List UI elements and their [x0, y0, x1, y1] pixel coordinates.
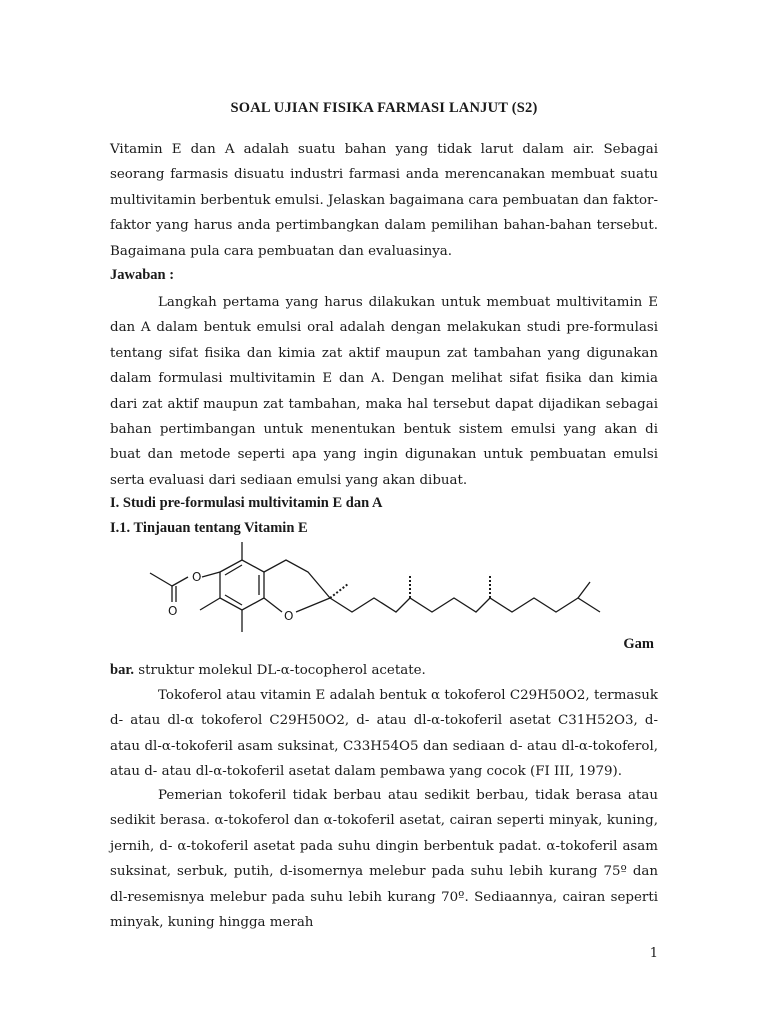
bond	[578, 582, 590, 598]
benzene-ring	[220, 560, 264, 610]
bond	[296, 598, 330, 612]
bond	[200, 598, 220, 610]
pyran-ring	[264, 560, 330, 598]
figure-caption-bold: bar.	[110, 662, 135, 678]
tocopherol-acetate-structure	[148, 540, 618, 640]
bond	[172, 577, 188, 586]
bond	[225, 595, 242, 605]
page-number: 1	[649, 946, 658, 961]
phytyl-side-chain	[330, 598, 600, 612]
bond	[225, 565, 242, 575]
figure-caption	[110, 658, 426, 683]
figure-caption-start: Gam	[623, 636, 654, 652]
question-paragraph: Vitamin E dan A adalah suatu bahan yang tidak larut dalam air. Sebagai seorang farmasis disuatu industri farmasi anda merencanakan membuat suatu multivitamin berbentuk emulsi. Jelaskan bagaimana cara pembuatan dan faktor-faktor yang harus anda pertimbangkan dalam pemilihan bahan-bahan tersebut. Bagaimana pula cara pembuatan dan evaluasinya.	[110, 142, 658, 259]
stereo-bond	[330, 584, 348, 598]
figure-caption-text: struktur molekul DL-α-tocopherol acetate.	[134, 663, 426, 678]
answer-label: Jawaban :	[110, 267, 175, 283]
tokoferol-paragraph: Tokoferol atau vitamin E adalah bentuk α tokoferol C29H50O2, termasuk d- atau dl-α tokoferol C29H50O2, d- atau dl-α-tokoferil asetat C31H52O3, d- atau dl-α-tokoferil asam suksinat, C33H54O5 dan sediaan d- atau dl-α-tokoferol, atau d- atau dl-α-tokoferil asetat dalam pembawa yang cocok (FI III, 1979).	[110, 688, 658, 780]
bond	[264, 598, 282, 612]
subsection-heading: I.1. Tinjauan tentang Vitamin E	[110, 520, 308, 536]
pemerian-paragraph: Pemerian tokoferil tidak berbau atau sedikit berbau, tidak berasa atau sedikit berasa. α-tokoferol dan α-tokoferil asetat, cairan seperti minyak, kuning, jernih, d- α-tokoferil asetat pada suhu dingin berbentuk padat. α-tokoferil asam suksinat, serbuk, putih, d-isomernya melebur pada suhu lebih kurang 75º dan dl-resemisnya melebur pada suhu lebih kurang 70º. Sediaannya, cairan seperti minyak, kuning hingga merah	[110, 788, 658, 931]
atom-label: O	[284, 609, 294, 623]
bond	[202, 572, 220, 577]
section-heading: I. Studi pre-formulasi multivitamin E dan A	[110, 495, 383, 511]
atom-label: O	[192, 570, 202, 584]
answer-paragraph: Langkah pertama yang harus dilakukan untuk membuat multivitamin E dan A dalam bentuk emulsi oral adalah dengan melakukan studi pre-formulasi tentang sifat fisika dan kimia zat aktif maupun zat tambahan yang digunakan dalam formulasi multivitamin E dan A. Dengan melihat sifat fisika dan kimia dari zat aktif maupun zat tambahan, maka hal tersebut dapat dijadikan sebagai bahan pertimbangan untuk menentukan bentuk sistem emulsi yang akan di buat dan metode seperti apa yang ingin digunakan untuk pembuatan emulsi serta evaluasi dari sediaan emulsi yang akan dibuat.	[110, 295, 658, 488]
page-title: SOAL UJIAN FISIKA FARMASI LANJUT (S2)	[230, 100, 538, 116]
atom-label: O	[168, 604, 178, 618]
bond	[150, 573, 172, 586]
